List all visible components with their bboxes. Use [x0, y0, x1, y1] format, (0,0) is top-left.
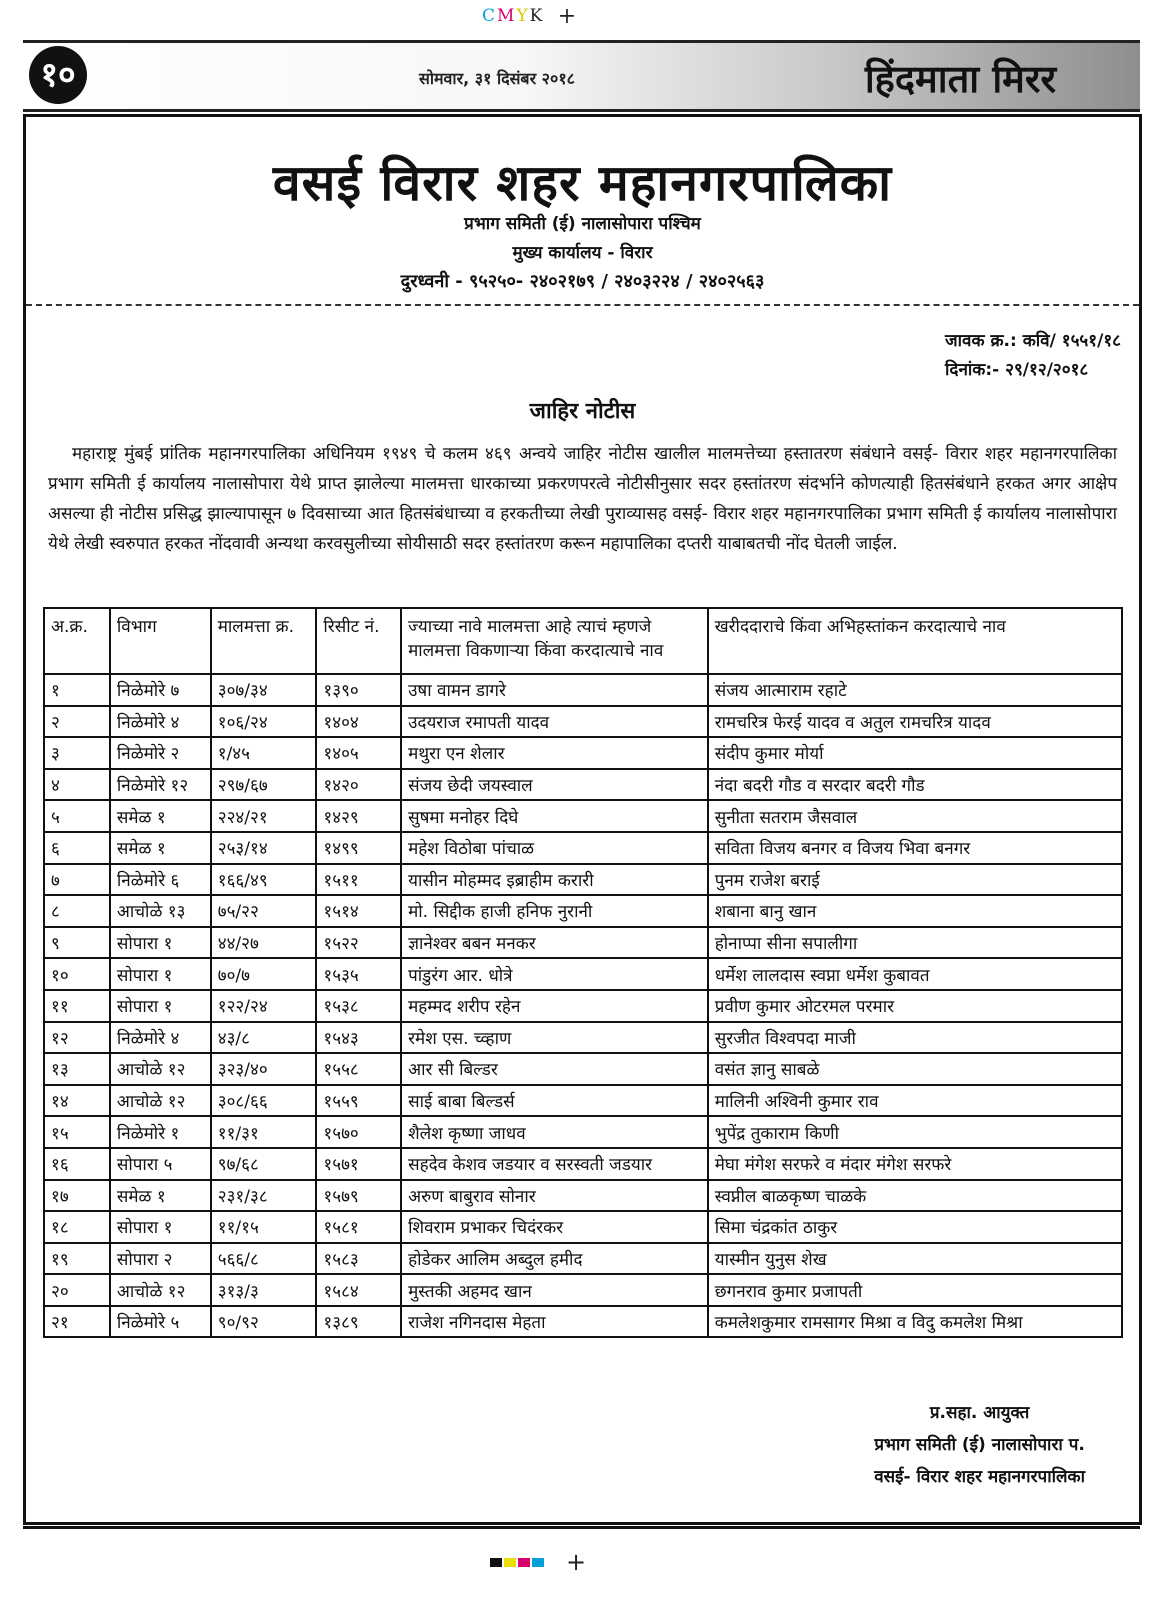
- cell-seller-name: यासीन मोहम्मद इब्राहीम करारी: [401, 864, 708, 896]
- table-row: [44, 1243, 1122, 1275]
- cell-property-no: ३०८/६६: [211, 1085, 317, 1117]
- cell-buyer-name: शबाना बानु खान: [708, 895, 1122, 927]
- cell-receipt-no: १५५९: [316, 1085, 401, 1117]
- cell-buyer-name: संजय आत्माराम रहाटे: [708, 674, 1122, 706]
- cell-division: सोपारा १: [110, 927, 211, 959]
- cell-serial: ३: [44, 737, 110, 769]
- cell-receipt-no: १५२२: [316, 927, 401, 959]
- cell-receipt-no: १४९९: [316, 832, 401, 864]
- cell-division: निळेमोरे १: [110, 1116, 211, 1148]
- cell-property-no: ३२३/४०: [211, 1053, 317, 1085]
- cmyk-c: C: [482, 6, 498, 26]
- cell-seller-name: ज्ञानेश्वर बबन मनकर: [401, 927, 708, 959]
- swatch-yellow: [504, 1558, 516, 1567]
- cell-property-no: ११/३१: [211, 1116, 317, 1148]
- cell-receipt-no: १५११: [316, 864, 401, 896]
- table-body: [44, 674, 1122, 1337]
- cell-division: सोपारा ५: [110, 1148, 211, 1180]
- cmyk-m: M: [497, 6, 517, 26]
- notice-body: महाराष्ट्र मुंबई प्रांतिक महानगरपालिका अधिनियम १९४९ चे कलम ४६९ अन्वये जाहिर नोटीस खालील मालमत्तेच्या हस्तातरण संबंधाने वसई- विरार शहर महानगरपालिका प्रभाग समिती ई कार्यालय नालासोपारा येथे प्राप्त झालेल्या मालमत्ता धारकाच्या प्रकरणपरत्वे नोटीसीनुसार सदर हस्तांतरण संदर्भाने कोणत्याही हितसंबंधाने हरकत अगर आक्षेप असल्या ही नोटीस प्रसिद्ध झाल्यापासून ७ दिवसाच्या आत हितसंबंधाच्या व हरकतीच्या लेखी पुराव्यासह वसई- विरार शहर महानगरपालिका प्रभाग समिती ई कार्यालय नालासोपारा येथे लेखी स्वरुपात हरकत नोंदवावी अन्यथा करवसुलीच्या सोयीसाठी सदर हस्तांतरण करून महापालिका दप्तरी याबाबतची नोंद घेतली जाईल.: [48, 444, 1117, 554]
- cell-serial: २०: [44, 1274, 110, 1306]
- cell-division: आचोळे १२: [110, 1053, 211, 1085]
- cell-seller-name: मथुरा एन शेलार: [401, 737, 708, 769]
- cell-seller-name: शैलेश कृष्णा जाधव: [401, 1116, 708, 1148]
- notice-subtitle-office: मुख्य कार्यालय - विरार: [512, 243, 653, 263]
- signatory-designation: प्र.सहा. आयुक्त: [929, 1403, 1030, 1423]
- cell-serial: १८: [44, 1211, 110, 1243]
- page-number: १०: [29, 46, 87, 104]
- cell-buyer-name: सिमा चंद्रकांत ठाकुर: [708, 1211, 1122, 1243]
- table-row: [44, 895, 1122, 927]
- cell-division: सोपारा २: [110, 1243, 211, 1275]
- notice-date: दिनांक:- २९/१२/२०१८: [945, 360, 1089, 380]
- cell-buyer-name: पुनम राजेश बराई: [708, 864, 1122, 896]
- cell-property-no: २२४/२१: [211, 800, 317, 832]
- cell-serial: ६: [44, 832, 110, 864]
- header-seller-name: ज्याच्या नावे मालमत्ता आहे त्याचं म्हणजे मालमत्ता विकणाऱ्या किंवा करदात्याचे नाव: [401, 608, 708, 674]
- cell-buyer-name: वसंत ज्ञानु साबळे: [708, 1053, 1122, 1085]
- crosshair-icon: +: [557, 4, 579, 29]
- table-row: [44, 958, 1122, 990]
- cell-property-no: ४४/२७: [211, 927, 317, 959]
- cell-buyer-name: भुपेंद्र तुकाराम किणी: [708, 1116, 1122, 1148]
- signature-block: [874, 1397, 1085, 1493]
- cell-serial: १५: [44, 1116, 110, 1148]
- cell-serial: २१: [44, 1306, 110, 1338]
- cell-buyer-name: प्रवीण कुमार ओटरमल परमार: [708, 990, 1122, 1022]
- cell-serial: १३: [44, 1053, 110, 1085]
- cell-receipt-no: १५४३: [316, 1022, 401, 1054]
- header-receipt-no: रिसीट नं.: [316, 608, 401, 674]
- cell-serial: १९: [44, 1243, 110, 1275]
- table-row: [44, 1211, 1122, 1243]
- cell-property-no: ७५/२२: [211, 895, 317, 927]
- cell-serial: ७: [44, 864, 110, 896]
- cmyk-y: Y: [516, 6, 530, 26]
- cell-property-no: ५६६/८: [211, 1243, 317, 1275]
- cell-division: सोपारा १: [110, 958, 211, 990]
- cell-property-no: ९०/९२: [211, 1306, 317, 1338]
- cell-seller-name: उषा वामन डागरे: [401, 674, 708, 706]
- table-row: [44, 1085, 1122, 1117]
- cell-property-no: २९७/६७: [211, 769, 317, 801]
- cell-property-no: २३१/३८: [211, 1180, 317, 1212]
- cell-division: सोपारा १: [110, 1211, 211, 1243]
- cell-seller-name: महम्मद शरीप रहेन: [401, 990, 708, 1022]
- cell-receipt-no: १५५८: [316, 1053, 401, 1085]
- reference-block: [945, 327, 1121, 385]
- cell-seller-name: पांडुरंग आर. धोत्रे: [401, 958, 708, 990]
- cell-serial: ५: [44, 800, 110, 832]
- bottom-rule: [23, 1526, 1140, 1529]
- cell-division: समेळ १: [110, 800, 211, 832]
- cell-division: निळेमोरे १२: [110, 769, 211, 801]
- table-header-row: [44, 608, 1122, 674]
- table-row: [44, 800, 1122, 832]
- cell-serial: १: [44, 674, 110, 706]
- cell-property-no: ४३/८: [211, 1022, 317, 1054]
- header-serial: अ.क्र.: [44, 608, 110, 674]
- cell-seller-name: महेश विठोबा पांचाळ: [401, 832, 708, 864]
- cell-serial: १७: [44, 1180, 110, 1212]
- cmyk-k: K: [529, 6, 545, 26]
- cell-division: निळेमोरे ५: [110, 1306, 211, 1338]
- masthead: [23, 40, 1140, 112]
- cell-receipt-no: १५७९: [316, 1180, 401, 1212]
- cell-division: निळेमोरे ७: [110, 674, 211, 706]
- table-row: [44, 769, 1122, 801]
- cell-property-no: ९७/६८: [211, 1148, 317, 1180]
- cell-receipt-no: १५७०: [316, 1116, 401, 1148]
- table-row: [44, 1180, 1122, 1212]
- cell-buyer-name: सविता विजय बनगर व विजय भिवा बनगर: [708, 832, 1122, 864]
- table-row: [44, 1306, 1122, 1338]
- swatch-black: [490, 1558, 502, 1567]
- swatch-cyan: [532, 1558, 544, 1567]
- cell-receipt-no: १५१४: [316, 895, 401, 927]
- cell-receipt-no: १४२९: [316, 800, 401, 832]
- cell-serial: १६: [44, 1148, 110, 1180]
- cell-seller-name: शिवराम प्रभाकर चिदंरकर: [401, 1211, 708, 1243]
- table-row: [44, 737, 1122, 769]
- cell-property-no: १६६/४९: [211, 864, 317, 896]
- cell-serial: ९: [44, 927, 110, 959]
- cell-buyer-name: धर्मेश लालदास स्वप्ना धर्मेश कुबावत: [708, 958, 1122, 990]
- cell-receipt-no: १३८९: [316, 1306, 401, 1338]
- cell-property-no: ३१३/३: [211, 1274, 317, 1306]
- signatory-organization: वसई- विरार शहर महानगरपालिका: [874, 1467, 1085, 1487]
- cell-property-no: १/४५: [211, 737, 317, 769]
- cell-seller-name: आर सी बिल्डर: [401, 1053, 708, 1085]
- table-row: [44, 990, 1122, 1022]
- cell-property-no: २५३/१४: [211, 832, 317, 864]
- cell-serial: १२: [44, 1022, 110, 1054]
- cell-property-no: ३०७/३४: [211, 674, 317, 706]
- cell-serial: १०: [44, 958, 110, 990]
- cell-receipt-no: १३९०: [316, 674, 401, 706]
- cell-buyer-name: स्वप्नील बाळकृष्ण चाळके: [708, 1180, 1122, 1212]
- cell-buyer-name: होनाप्पा सीना सपालीगा: [708, 927, 1122, 959]
- cell-serial: ४: [44, 769, 110, 801]
- table-row: [44, 674, 1122, 706]
- cell-buyer-name: कमलेशकुमार रामसागर मिश्रा व विदु कमलेश मिश्रा: [708, 1306, 1122, 1338]
- cell-serial: ११: [44, 990, 110, 1022]
- cell-serial: ८: [44, 895, 110, 927]
- header-division: विभाग: [110, 608, 211, 674]
- table-row: [44, 864, 1122, 896]
- cell-buyer-name: सुरजीत विश्वपदा माजी: [708, 1022, 1122, 1054]
- signatory-office: प्रभाग समिती (ई) नालासोपारा प.: [874, 1435, 1085, 1455]
- cell-division: समेळ १: [110, 832, 211, 864]
- cell-division: निळेमोरे ६: [110, 864, 211, 896]
- cmyk-registration-mark: [482, 4, 578, 29]
- cell-receipt-no: १५३५: [316, 958, 401, 990]
- cell-seller-name: होडेकर आलिम अब्दुल हमीद: [401, 1243, 708, 1275]
- cell-seller-name: उदयराज रमापती यादव: [401, 706, 708, 738]
- cell-buyer-name: मेघा मंगेश सरफरे व मंदार मंगेश सरफरे: [708, 1148, 1122, 1180]
- cell-buyer-name: रामचरित्र फेरई यादव व अतुल रामचरित्र यादव: [708, 706, 1122, 738]
- table-row: [44, 1022, 1122, 1054]
- cell-receipt-no: १५७१: [316, 1148, 401, 1180]
- cell-division: निळेमोरे ४: [110, 706, 211, 738]
- property-transfer-table: [43, 607, 1123, 1338]
- cell-division: समेळ १: [110, 1180, 211, 1212]
- cell-division: आचोळे १२: [110, 1274, 211, 1306]
- cell-seller-name: मो. सिद्दीक हाजी हनिफ नुरानी: [401, 895, 708, 927]
- cell-property-no: १२२/२४: [211, 990, 317, 1022]
- cell-buyer-name: छगनराव कुमार प्रजापती: [708, 1274, 1122, 1306]
- cell-property-no: ११/१५: [211, 1211, 317, 1243]
- cell-buyer-name: यास्मीन युनुस शेख: [708, 1243, 1122, 1275]
- table-row: [44, 927, 1122, 959]
- table-row: [44, 1274, 1122, 1306]
- cell-seller-name: मुस्तकी अहमद खान: [401, 1274, 708, 1306]
- public-notice-ad: [23, 114, 1142, 1525]
- outward-number: जावक क्र.: कवि/ १५५१/१८: [945, 331, 1121, 351]
- cell-seller-name: सुषमा मनोहर दिघे: [401, 800, 708, 832]
- cell-property-no: १०६/२४: [211, 706, 317, 738]
- cell-division: आचोळे १३: [110, 895, 211, 927]
- crosshair-icon: +: [566, 1548, 587, 1576]
- table-row: [44, 832, 1122, 864]
- cell-receipt-no: १५८४: [316, 1274, 401, 1306]
- cell-receipt-no: १४०४: [316, 706, 401, 738]
- issue-date: सोमवार, ३१ दिसंबर २०१८: [419, 69, 575, 88]
- cell-serial: २: [44, 706, 110, 738]
- cell-seller-name: साई बाबा बिल्डर्स: [401, 1085, 708, 1117]
- cell-receipt-no: १५३८: [316, 990, 401, 1022]
- cell-property-no: ७०/७: [211, 958, 317, 990]
- notice-title: वसई विरार शहर महानगरपालिका: [272, 153, 893, 212]
- cell-receipt-no: १५८३: [316, 1243, 401, 1275]
- color-registration-bar: [490, 1548, 586, 1576]
- cell-buyer-name: मालिनी अश्विनी कुमार राव: [708, 1085, 1122, 1117]
- notice-subtitle-ward: प्रभाग समिती (ई) नालासोपारा पश्चिम: [464, 214, 701, 234]
- cell-seller-name: संजय छेदी जयस्वाल: [401, 769, 708, 801]
- table-row: [44, 1053, 1122, 1085]
- cell-receipt-no: १४०५: [316, 737, 401, 769]
- cell-seller-name: राजेश नगिनदास मेहता: [401, 1306, 708, 1338]
- notice-heading: जाहिर नोटीस: [529, 399, 636, 424]
- dashed-divider: [26, 304, 1139, 306]
- swatch-magenta: [518, 1558, 530, 1567]
- cell-serial: १४: [44, 1085, 110, 1117]
- cell-seller-name: सहदेव केशव जडयार व सरस्वती जडयार: [401, 1148, 708, 1180]
- table-row: [44, 1148, 1122, 1180]
- header-buyer-name: खरीददाराचे किंवा अभिहस्तांकन करदात्याचे नाव: [708, 608, 1122, 674]
- table-row: [44, 1116, 1122, 1148]
- cell-seller-name: अरुण बाबुराव सोनार: [401, 1180, 708, 1212]
- cell-division: निळेमोरे ४: [110, 1022, 211, 1054]
- header-property-no: मालमत्ता क्र.: [211, 608, 317, 674]
- table-row: [44, 706, 1122, 738]
- cell-division: सोपारा १: [110, 990, 211, 1022]
- cell-receipt-no: १५८१: [316, 1211, 401, 1243]
- cell-buyer-name: नंदा बदरी गौड व सरदार बदरी गौड: [708, 769, 1122, 801]
- cell-receipt-no: १४२०: [316, 769, 401, 801]
- cell-seller-name: रमेश एस. च्व्हाण: [401, 1022, 708, 1054]
- cell-division: आचोळे १२: [110, 1085, 211, 1117]
- cell-buyer-name: संदीप कुमार मोर्या: [708, 737, 1122, 769]
- newspaper-name: हिंदमाता मिरर: [864, 56, 1056, 101]
- notice-phone-line: दुरध्वनी - ९५२५०- २४०२१७९ / २४०३२२४ / २४०२५६३: [400, 271, 765, 292]
- cell-division: निळेमोरे २: [110, 737, 211, 769]
- cell-buyer-name: सुनीता सतराम जैसवाल: [708, 800, 1122, 832]
